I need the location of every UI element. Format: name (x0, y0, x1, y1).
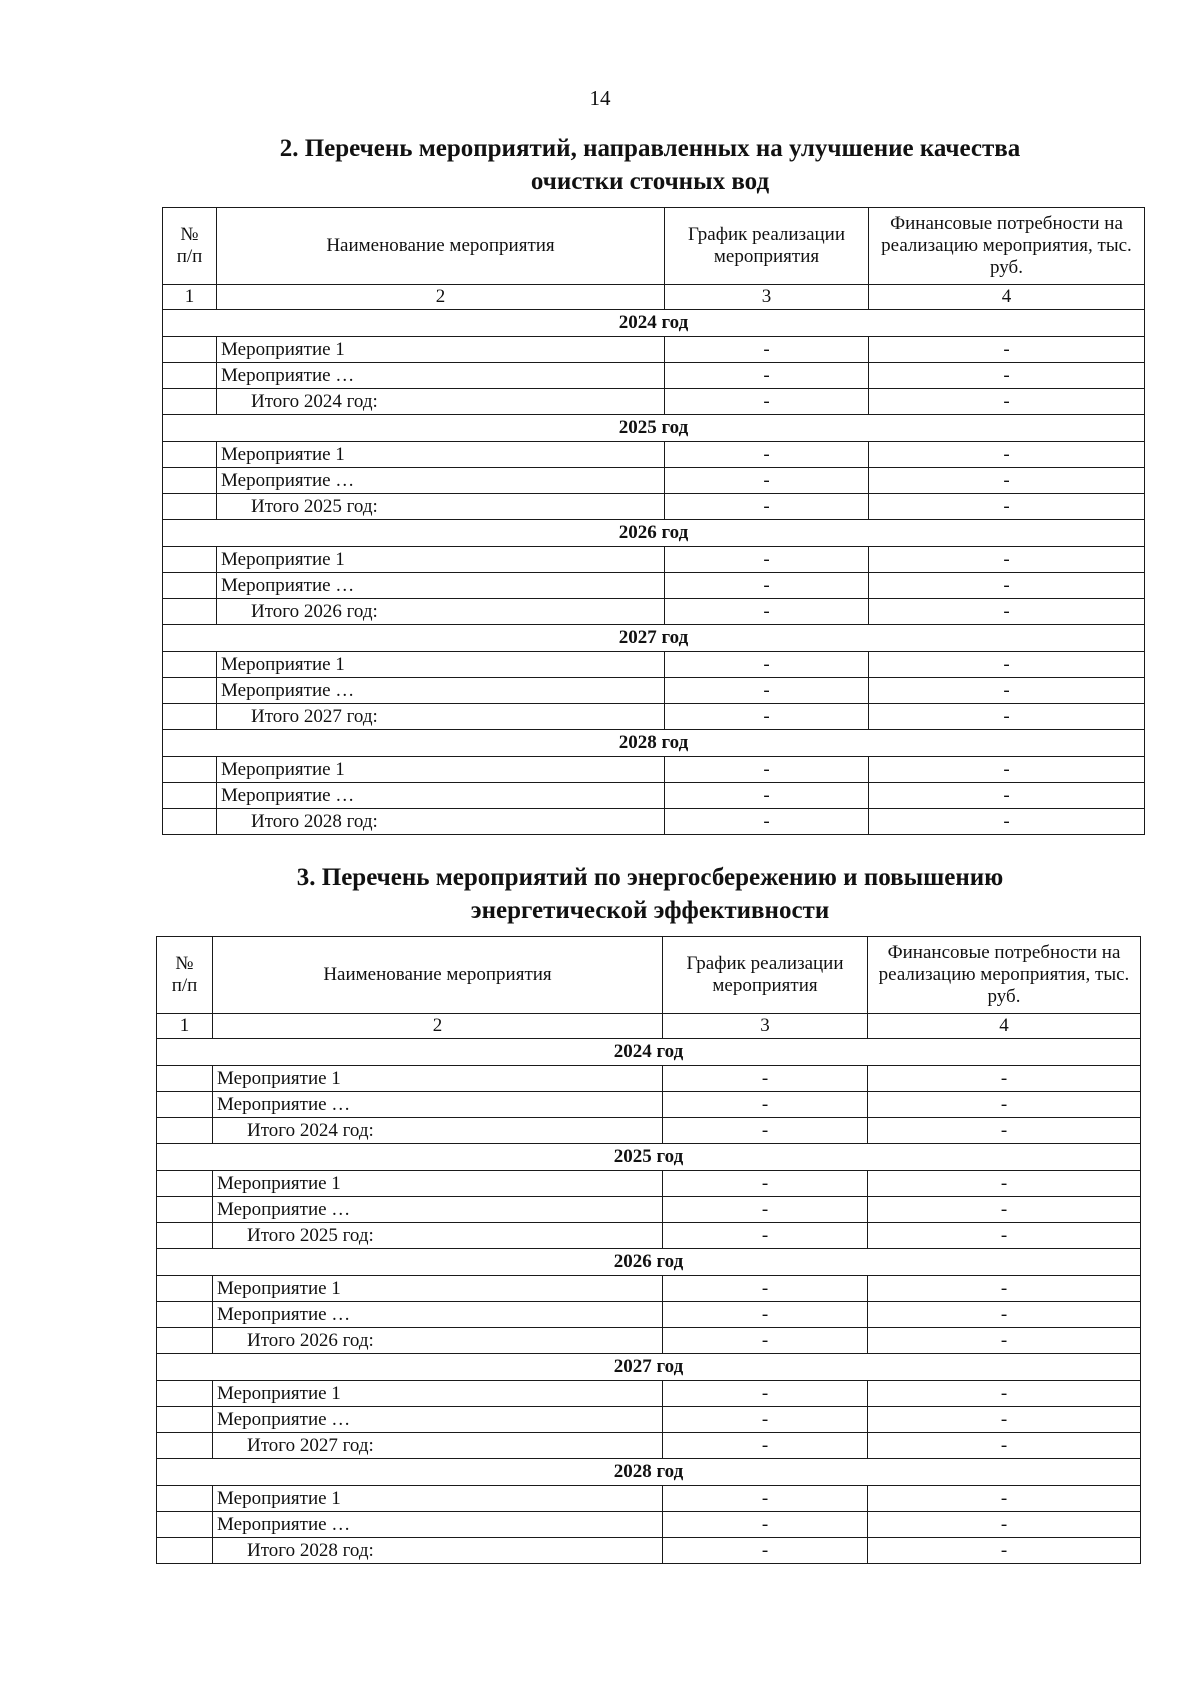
row-number-cell (163, 652, 217, 678)
schedule-value: - (663, 1407, 868, 1433)
total-label: Итого 2026 год: (213, 1328, 663, 1354)
year-label: 2025 год (157, 1144, 1141, 1171)
year-label: 2025 год (163, 415, 1145, 442)
total-row (163, 599, 1145, 625)
year-label: 2028 год (163, 730, 1145, 757)
table-row (157, 1092, 1141, 1118)
row-number-cell (163, 809, 217, 835)
section-3-title-line-2: энергетической эффективности (470, 897, 830, 924)
finance-value: - (868, 1381, 1141, 1407)
year-label: 2027 год (157, 1354, 1141, 1381)
total-label: Итого 2026 год: (217, 599, 665, 625)
section-2-table (162, 207, 1145, 835)
finance-value: - (868, 1512, 1141, 1538)
column-number: 1 (163, 285, 217, 310)
section-3-title-line-1: 3. Перечень мероприятий по энергосбережению и повышению (296, 864, 1004, 891)
year-label: 2026 год (157, 1249, 1141, 1276)
activity-name: Мероприятие 1 (213, 1276, 663, 1302)
column-header-name: Наименование мероприятия (217, 208, 665, 285)
row-number-cell (163, 547, 217, 573)
column-number-row (163, 285, 1145, 310)
schedule-value: - (663, 1197, 868, 1223)
row-number-cell (163, 678, 217, 704)
schedule-value: - (663, 1381, 868, 1407)
column-number: 3 (665, 285, 869, 310)
activity-name: Мероприятие … (213, 1092, 663, 1118)
table-header-row (163, 208, 1145, 285)
schedule-value: - (665, 599, 869, 625)
row-number-cell (163, 389, 217, 415)
year-row (157, 1039, 1141, 1066)
activity-name: Мероприятие … (213, 1197, 663, 1223)
year-label: 2028 год (157, 1459, 1141, 1486)
row-number-cell (157, 1118, 213, 1144)
finance-value: - (868, 1092, 1141, 1118)
row-number-cell (157, 1302, 213, 1328)
total-row (163, 494, 1145, 520)
year-label: 2024 год (157, 1039, 1141, 1066)
column-header-number-line-1: № (180, 224, 199, 245)
year-row (157, 1459, 1141, 1486)
schedule-value: - (665, 442, 869, 468)
activity-name: Мероприятие … (217, 678, 665, 704)
row-number-cell (157, 1433, 213, 1459)
table-row (163, 678, 1145, 704)
year-row (157, 1354, 1141, 1381)
finance-value: - (869, 573, 1145, 599)
row-number-cell (157, 1512, 213, 1538)
table-row (157, 1066, 1141, 1092)
year-row (163, 415, 1145, 442)
finance-value: - (869, 783, 1145, 809)
total-label: Итого 2027 год: (213, 1433, 663, 1459)
year-row (157, 1144, 1141, 1171)
row-number-cell (157, 1486, 213, 1512)
finance-value: - (868, 1197, 1141, 1223)
row-number-cell (163, 363, 217, 389)
row-number-cell (157, 1171, 213, 1197)
section-2-title-line-1: 2. Перечень мероприятий, направленных на улучшение качества (279, 135, 1021, 162)
finance-value: - (869, 389, 1145, 415)
activity-name: Мероприятие … (217, 363, 665, 389)
schedule-value: - (663, 1118, 868, 1144)
schedule-value: - (663, 1538, 868, 1564)
year-row (157, 1249, 1141, 1276)
column-number: 4 (869, 285, 1145, 310)
schedule-value: - (663, 1433, 868, 1459)
section-3-title (160, 861, 1140, 927)
table-row (163, 442, 1145, 468)
finance-value: - (869, 599, 1145, 625)
year-row (163, 310, 1145, 337)
finance-value: - (869, 442, 1145, 468)
column-number: 1 (157, 1014, 213, 1039)
page-number: 14 (589, 86, 611, 110)
total-row (163, 389, 1145, 415)
table-row (157, 1512, 1141, 1538)
row-number-cell (157, 1197, 213, 1223)
row-number-cell (163, 599, 217, 625)
total-label: Итого 2027 год: (217, 704, 665, 730)
table-row (157, 1381, 1141, 1407)
finance-value: - (868, 1171, 1141, 1197)
activity-name: Мероприятие 1 (213, 1066, 663, 1092)
column-number: 2 (217, 285, 665, 310)
total-row (157, 1538, 1141, 1564)
finance-value: - (869, 678, 1145, 704)
column-header-schedule: График реализации мероприятия (665, 208, 869, 285)
column-header-number (157, 937, 213, 1014)
finance-value: - (869, 704, 1145, 730)
table-row (157, 1197, 1141, 1223)
finance-value: - (869, 494, 1145, 520)
year-row (163, 520, 1145, 547)
row-number-cell (157, 1276, 213, 1302)
row-number-cell (157, 1538, 213, 1564)
finance-value: - (868, 1066, 1141, 1092)
activity-name: Мероприятие 1 (213, 1171, 663, 1197)
finance-value: - (868, 1276, 1141, 1302)
total-label: Итого 2025 год: (213, 1223, 663, 1249)
total-row (163, 809, 1145, 835)
total-label: Итого 2024 год: (213, 1118, 663, 1144)
schedule-value: - (665, 468, 869, 494)
schedule-value: - (665, 363, 869, 389)
table-row (157, 1407, 1141, 1433)
activity-name: Мероприятие 1 (217, 337, 665, 363)
schedule-value: - (663, 1171, 868, 1197)
column-number-row (157, 1014, 1141, 1039)
activity-name: Мероприятие 1 (213, 1486, 663, 1512)
activity-name: Мероприятие 1 (217, 652, 665, 678)
total-label: Итого 2028 год: (217, 809, 665, 835)
activity-name: Мероприятие … (217, 573, 665, 599)
total-row (157, 1328, 1141, 1354)
finance-value: - (868, 1433, 1141, 1459)
table-row (157, 1276, 1141, 1302)
finance-value: - (869, 468, 1145, 494)
year-label: 2024 год (163, 310, 1145, 337)
row-number-cell (163, 442, 217, 468)
finance-value: - (868, 1223, 1141, 1249)
finance-value: - (869, 757, 1145, 783)
table-header-row (157, 937, 1141, 1014)
year-label: 2026 год (163, 520, 1145, 547)
schedule-value: - (665, 573, 869, 599)
activity-name: Мероприятие … (213, 1302, 663, 1328)
total-row (157, 1433, 1141, 1459)
schedule-value: - (663, 1512, 868, 1538)
schedule-value: - (663, 1276, 868, 1302)
row-number-cell (157, 1328, 213, 1354)
finance-value: - (868, 1118, 1141, 1144)
table-row (157, 1302, 1141, 1328)
column-header-schedule: График реализации мероприятия (663, 937, 868, 1014)
activity-name: Мероприятие … (213, 1407, 663, 1433)
table-row (157, 1171, 1141, 1197)
table-row (163, 652, 1145, 678)
schedule-value: - (665, 652, 869, 678)
schedule-value: - (665, 783, 869, 809)
schedule-value: - (665, 494, 869, 520)
column-header-name: Наименование мероприятия (213, 937, 663, 1014)
table-row (163, 337, 1145, 363)
row-number-cell (163, 337, 217, 363)
schedule-value: - (663, 1328, 868, 1354)
schedule-value: - (663, 1486, 868, 1512)
activity-name: Мероприятие 1 (217, 547, 665, 573)
column-header-number (163, 208, 217, 285)
schedule-value: - (663, 1092, 868, 1118)
finance-value: - (868, 1328, 1141, 1354)
finance-value: - (869, 337, 1145, 363)
activity-name: Мероприятие … (217, 468, 665, 494)
column-header-finance: Финансовые потребности на реализацию мероприятия, тыс. руб. (869, 208, 1145, 285)
section-3-table (156, 936, 1141, 1564)
table-row (163, 757, 1145, 783)
schedule-value: - (665, 337, 869, 363)
column-number: 2 (213, 1014, 663, 1039)
column-header-number-line-2: п/п (176, 246, 203, 267)
row-number-cell (163, 573, 217, 599)
column-header-number-line-2: п/п (171, 975, 198, 996)
total-row (157, 1223, 1141, 1249)
column-number: 3 (663, 1014, 868, 1039)
section-2-title (160, 132, 1140, 198)
schedule-value: - (663, 1066, 868, 1092)
row-number-cell (157, 1407, 213, 1433)
total-label: Итого 2028 год: (213, 1538, 663, 1564)
row-number-cell (163, 468, 217, 494)
row-number-cell (163, 757, 217, 783)
schedule-value: - (665, 704, 869, 730)
table-row (163, 468, 1145, 494)
row-number-cell (157, 1092, 213, 1118)
finance-value: - (868, 1538, 1141, 1564)
finance-value: - (869, 809, 1145, 835)
schedule-value: - (665, 389, 869, 415)
total-row (157, 1118, 1141, 1144)
column-number: 4 (868, 1014, 1141, 1039)
table-row (163, 573, 1145, 599)
activity-name: Мероприятие 1 (217, 442, 665, 468)
schedule-value: - (663, 1302, 868, 1328)
row-number-cell (157, 1066, 213, 1092)
table-row (163, 363, 1145, 389)
activity-name: Мероприятие 1 (217, 757, 665, 783)
activity-name: Мероприятие 1 (213, 1381, 663, 1407)
column-header-number-line-1: № (175, 953, 194, 974)
schedule-value: - (665, 678, 869, 704)
schedule-value: - (663, 1223, 868, 1249)
row-number-cell (157, 1381, 213, 1407)
row-number-cell (163, 783, 217, 809)
finance-value: - (868, 1407, 1141, 1433)
section-2-title-line-2: очистки сточных вод (530, 168, 770, 195)
finance-value: - (869, 652, 1145, 678)
table-row (157, 1486, 1141, 1512)
table-row (163, 783, 1145, 809)
row-number-cell (157, 1223, 213, 1249)
column-header-finance: Финансовые потребности на реализацию мероприятия, тыс. руб. (868, 937, 1141, 1014)
finance-value: - (868, 1302, 1141, 1328)
activity-name: Мероприятие … (213, 1512, 663, 1538)
finance-value: - (868, 1486, 1141, 1512)
schedule-value: - (665, 809, 869, 835)
row-number-cell (163, 704, 217, 730)
year-label: 2027 год (163, 625, 1145, 652)
year-row (163, 730, 1145, 757)
finance-value: - (869, 547, 1145, 573)
total-label: Итого 2025 год: (217, 494, 665, 520)
total-label: Итого 2024 год: (217, 389, 665, 415)
finance-value: - (869, 363, 1145, 389)
year-row (163, 625, 1145, 652)
total-row (163, 704, 1145, 730)
row-number-cell (163, 494, 217, 520)
activity-name: Мероприятие … (217, 783, 665, 809)
schedule-value: - (665, 547, 869, 573)
table-row (163, 547, 1145, 573)
schedule-value: - (665, 757, 869, 783)
